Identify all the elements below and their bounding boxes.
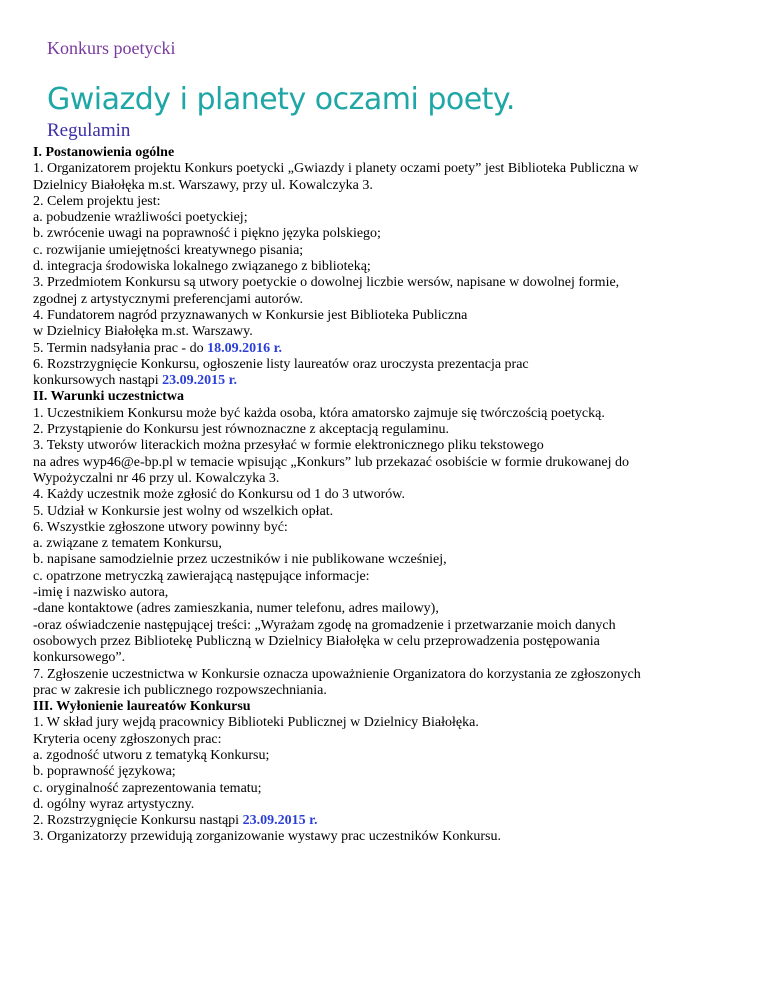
paragraph-line: 2. Przystąpienie do Konkursu jest równoznaczne z akceptacją regulaminu. (33, 422, 449, 438)
paragraph-line: Wypożyczalni nr 46 przy ul. Kowalczyka 3. (33, 470, 280, 486)
paragraph-line: a. pobudzenie wrażliwości poetyckiej; (33, 210, 248, 226)
deadline-date: 18.09.2016 r. (207, 340, 283, 356)
paragraph-line: -imię i nazwisko autora, (33, 585, 169, 601)
paragraph-line: -dane kontaktowe (adres zamieszkania, numer telefonu, adres mailowy), (33, 601, 439, 617)
paragraph-text: 5. Termin nadsyłania prac - do (33, 340, 208, 356)
paragraph-line: na adres wyp46@e-bp.pl w temacie wpisując „Konkurs” lub przekazać osobiście w formie drukowanej do (33, 454, 630, 470)
paragraph-line: b. poprawność językowa; (33, 764, 176, 780)
section-heading: I. Postanowienia ogólne (33, 145, 175, 160)
paragraph-line: 3. Przedmiotem Konkursu są utwory poetyckie o dowolnej liczbie wersów, napisane w dowolnej formie, (33, 275, 620, 291)
paragraph-line: c. rozwijanie umiejętności kreatywnego pisania; (33, 242, 304, 258)
paragraph-line: -oraz oświadczenie następującej treści: „Wyrażam zgodę na gromadzenie i przetwarzanie moich danych (33, 617, 616, 633)
paragraph-line: c. opatrzone metryczką zawierającą następujące informacje: (33, 568, 370, 584)
paragraph-line (33, 373, 753, 389)
paragraph-line: 6. Rozstrzygnięcie Konkursu, ogłoszenie listy laureatów oraz uroczysta prezentacja prac (33, 356, 529, 372)
section-heading: II. Warunki uczestnictwa (33, 389, 185, 405)
paragraph-line: konkursowego”. (33, 650, 126, 666)
document-body (33, 145, 753, 846)
document-subtitle: Regulamin (47, 120, 131, 141)
paragraph-line: b. zwrócenie uwagi na poprawność i piękno języka polskiego; (33, 226, 381, 242)
paragraph-line: w Dzielnicy Białołęka m.st. Warszawy. (33, 324, 253, 340)
paragraph-line: 4. Fundatorem nagród przyznawanych w Konkursie jest Biblioteka Publiczna (33, 307, 468, 323)
paragraph-line: 1. Organizatorem projektu Konkurs poetycki „Gwiazdy i planety oczami poety” jest Biblioteka Publiczna w (33, 161, 639, 177)
paragraph-line: b. napisane samodzielnie przez uczestników i nie publikowane wcześniej, (33, 552, 447, 568)
document-title: Gwiazdy i planety oczami poety. (47, 82, 515, 117)
results-date: 23.09.2015 r. (242, 813, 318, 829)
paragraph-line: 5. Udział w Konkursie jest wolny od wszelkich opłat. (33, 503, 334, 519)
document-kicker: Konkurs poetycki (47, 38, 176, 58)
paragraph-line: 7. Zgłoszenie uczestnictwa w Konkursie oznacza upoważnienie Organizatora do korzystania ze zgłoszonych (33, 666, 641, 682)
paragraph-line: 6. Wszystkie zgłoszone utwory powinny być: (33, 519, 288, 535)
paragraph-line: a. zgodność utworu z tematyką Konkursu; (33, 747, 270, 763)
paragraph-line: 2. Celem projektu jest: (33, 193, 161, 209)
paragraph-line: d. ogólny wyraz artystyczny. (33, 796, 195, 812)
paragraph-line (33, 341, 753, 357)
paragraph-line: zgodnej z artystycznymi preferencjami autorów. (33, 291, 304, 307)
paragraph-line: 3. Teksty utworów literackich można przesyłać w formie elektronicznego pliku tekstowego (33, 438, 544, 454)
paragraph-line: 1. Uczestnikiem Konkursu może być każda osoba, która amatorsko zajmuje się twórczością poetycką. (33, 405, 605, 421)
paragraph-text: 2. Rozstrzygnięcie Konkursu nastąpi (33, 813, 243, 829)
paragraph-line: c. oryginalność zaprezentowania tematu; (33, 780, 262, 796)
paragraph-line: prac w zakresie ich publicznego rozpowszechniania. (33, 682, 327, 698)
paragraph-line: Kryteria oceny zgłoszonych prac: (33, 731, 222, 747)
paragraph-text: konkursowych nastąpi (33, 373, 163, 389)
paragraph-line: d. integracja środowiska lokalnego związanego z biblioteką; (33, 259, 371, 275)
results-date: 23.09.2015 r. (162, 373, 238, 389)
paragraph-line: 4. Każdy uczestnik może zgłosić do Konkursu od 1 do 3 utworów. (33, 487, 405, 503)
paragraph-line (33, 813, 753, 829)
section-heading: III. Wyłonienie laureatów Konkursu (33, 699, 251, 715)
paragraph-line: Dzielnicy Białołęka m.st. Warszawy, przy ul. Kowalczyka 3. (33, 177, 373, 193)
paragraph-line: a. związane z tematem Konkursu, (33, 536, 222, 552)
paragraph-line: 3. Organizatorzy przewidują zorganizowanie wystawy prac uczestników Konkursu. (33, 829, 501, 845)
paragraph-line: 1. W skład jury wejdą pracownicy Biblioteki Publicznej w Dzielnicy Białołęka. (33, 715, 479, 731)
paragraph-line: osobowych przez Bibliotekę Publiczną w Dzielnicy Białołęka w celu przeprowadzenia postępowania (33, 633, 600, 649)
